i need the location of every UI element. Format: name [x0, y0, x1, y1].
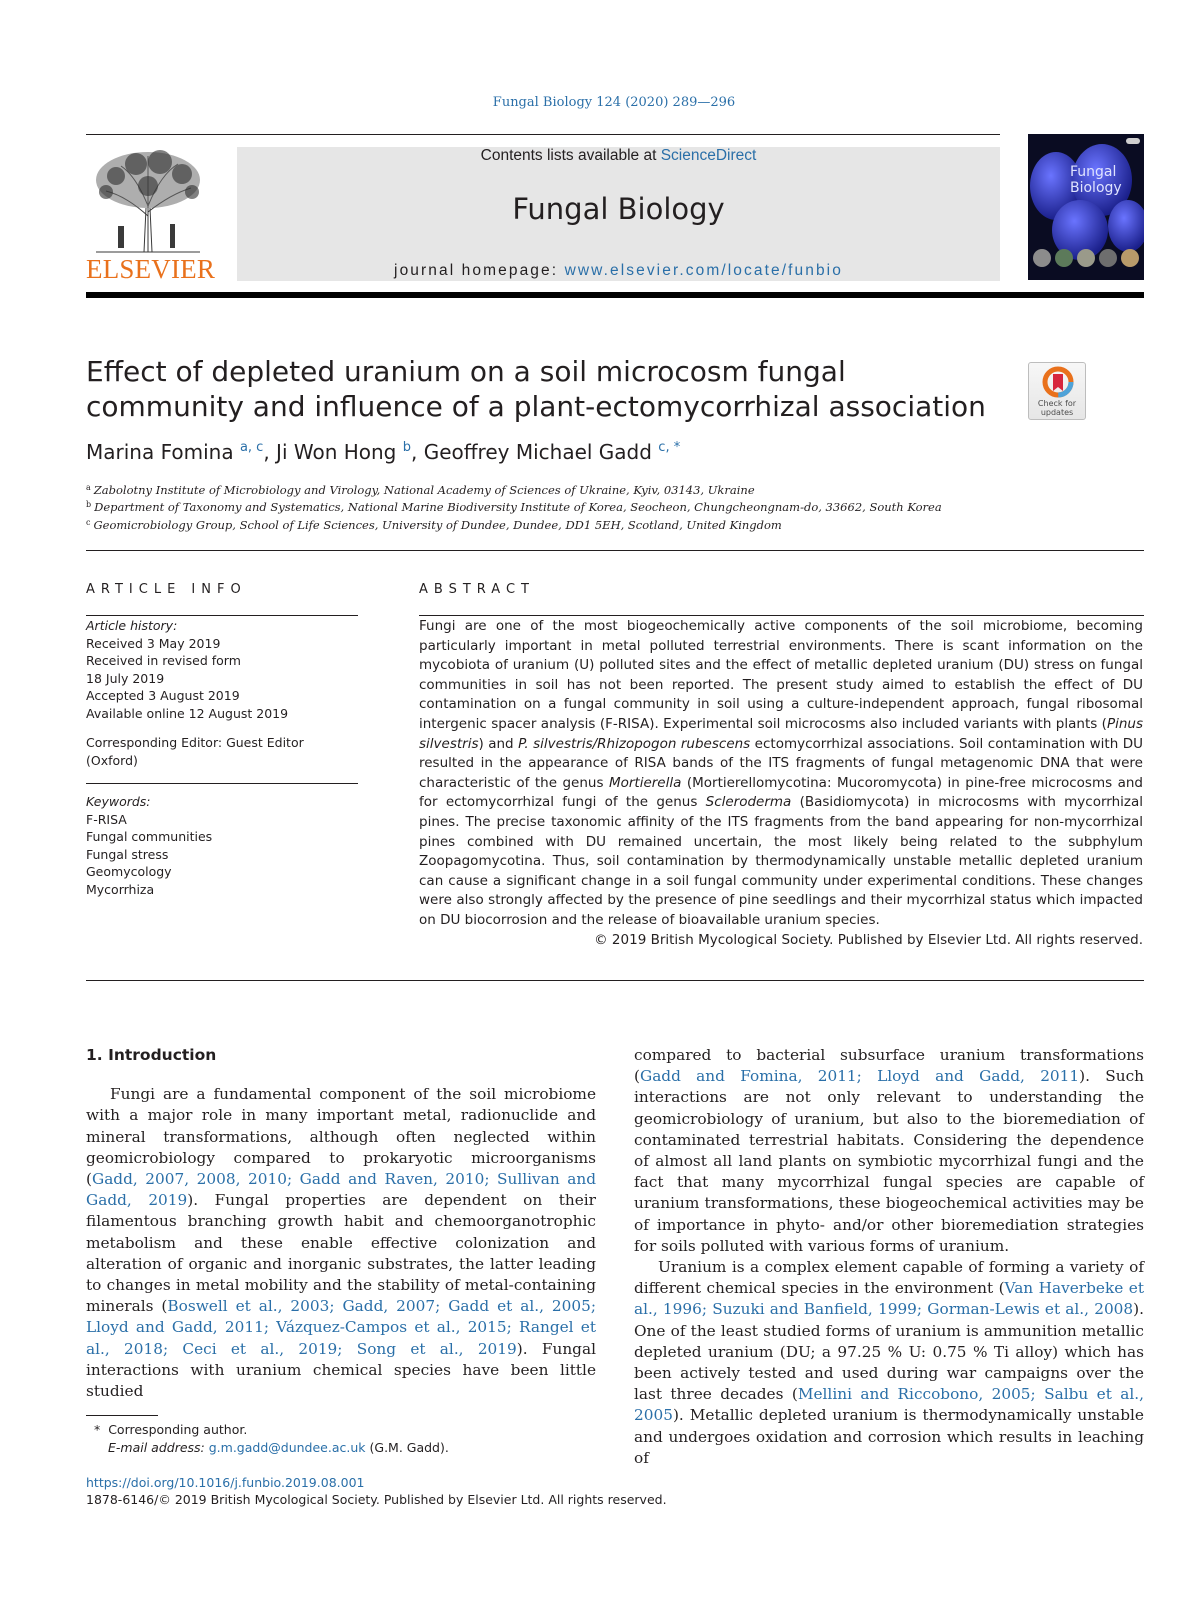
affiliation-text: Zabolotny Institute of Microbiology and Virology, National Academy of Sciences of Ukraine, Kyiv, 03143, Ukraine: [93, 483, 755, 497]
footnote-rule: [86, 1415, 158, 1416]
corresponding-author-footnote: [94, 1421, 449, 1456]
abstract-rule: [419, 615, 1144, 616]
elsevier-tree-icon: [86, 146, 210, 256]
abstract-heading: ABSTRACT: [419, 582, 535, 597]
abstract-copyright: © 2019 British Mycological Society. Published by Elsevier Ltd. All rights reserved.: [594, 931, 1143, 948]
body-paragraph: [86, 1084, 596, 1402]
keyword[interactable]: Fungal stress: [86, 846, 169, 862]
cover-title: Fungal Biology: [1070, 164, 1122, 196]
footnote-text: Corresponding author.: [108, 1422, 248, 1437]
author-name[interactable]: Geoffrey Michael Gadd: [423, 440, 652, 464]
body-paragraph: [634, 1257, 1144, 1469]
author-affiliation-mark[interactable]: a, c: [239, 440, 264, 455]
affiliation-a: [86, 483, 755, 497]
author-separator: ,: [263, 440, 277, 464]
history-item: Available online 12 August 2019: [86, 705, 289, 721]
body-right-column: [634, 1045, 1144, 1469]
abstract-text-run: (Basidiomycota) in microcosms with mycorrhizal pines. The precise taxonomic affinity of the ITS fragments from the band appearing for non-mycorrhizal pines combined with DU remained uncertain, the most likely being related to the subphylum Zoopagomycotina. Thus, soil contamination by thermodynamically unstable metallic depleted uranium can cause a significant change in a soil fungal community under experimental conditions. These changes were also strongly affected by the presence of pine seedlings and their mycorrhizal status which impacted on DU biocorrosion and the release of bioavailable uranium species.: [419, 794, 1143, 928]
citation-link[interactable]: Boswell et al., 2003; Gadd, 2007; Gadd et al., 2005; Lloyd and Gadd, 2011; Vázquez-Campos et al., 2015; Rangel et al., 2018; Ceci et al., 2019; Song et al., 2019: [86, 1297, 597, 1358]
abstract-text-run: (Mortierellomycotina: Mucoromycota) in pine-free microcosms and for ectomycorrhizal fungi of the genus: [419, 774, 1143, 811]
abstract-text-run: ) and: [478, 735, 519, 752]
elsevier-logo: [86, 146, 216, 284]
abstract-genus-name: Scleroderma: [705, 794, 792, 811]
homepage-link[interactable]: www.elsevier.com/locate/funbio: [564, 262, 843, 279]
article-title: Effect of depleted uranium on a soil microcosm fungal community and influence of a plant-ectomycorrhizal association: [86, 355, 986, 423]
journal-masthead: [237, 147, 1000, 281]
doi-link[interactable]: https://doi.org/10.1016/j.funbio.2019.08.001: [86, 1475, 365, 1490]
sciencedirect-link[interactable]: ScienceDirect: [660, 147, 757, 164]
contents-prefix: Contents lists available at: [480, 147, 661, 164]
body-text-run: ). Metallic depleted uranium is thermodynamically unstable and undergoes oxidation and corrosion which results in leaching of: [634, 1406, 1144, 1467]
body-text-run: ). Such interactions are not only relevant to understanding the geomicrobiology of uranium, but also to the bioremediation of contaminated terrestrial habitats. Considering the dependence of almost all land plants on symbiotic mycorrhizal fungi and the fact that many mycorrhizal fungal species are capable of uranium transformations, these biogeochemical activities may be of importance in phyto- and/or other bioremediation strategies for soils polluted with various forms of uranium.: [634, 1067, 1144, 1255]
history-item: Accepted 3 August 2019: [86, 688, 240, 703]
history-label: Article history:: [86, 618, 178, 633]
article-info-box: [86, 617, 358, 898]
affiliation-mark: c: [86, 518, 91, 527]
header-rule: [86, 134, 1000, 135]
cover-spores-icon: [1028, 134, 1144, 280]
author-affiliation-mark[interactable]: c, *: [658, 440, 681, 455]
article-info-rule: [86, 615, 358, 616]
journal-homepage-line: [237, 262, 1000, 280]
author-name[interactable]: Ji Won Hong: [276, 440, 397, 464]
homepage-prefix: journal homepage:: [394, 262, 565, 279]
section-heading-introduction: 1. Introduction: [86, 1046, 217, 1064]
body-left-column: [86, 1045, 596, 1402]
history-item: 18 July 2019: [86, 670, 165, 686]
crossmark-label: Check for updates: [1037, 399, 1077, 417]
email-label: E-mail address:: [108, 1439, 205, 1455]
affiliation-c: [86, 518, 782, 532]
issn-copyright-line: 1878-6146/© 2019 British Mycological Society. Published by Elsevier Ltd. All rights reserved.: [86, 1492, 667, 1507]
corresponding-editor: Corresponding Editor: Guest Editor (Oxford): [86, 735, 304, 768]
body-text-run: ). Fungal interactions with uranium chemical species have been little studied: [86, 1339, 596, 1401]
keywords-rule: [86, 783, 358, 784]
body-paragraph: [634, 1045, 1144, 1257]
author-name[interactable]: Marina Fomina: [86, 440, 234, 464]
body-text-run: compared to bacterial subsurface uranium transformations (: [634, 1046, 1144, 1086]
journal-cover[interactable]: [1028, 134, 1144, 280]
body-text-run: Uranium is a complex element capable of forming a variety of different chemical species in the environment (: [634, 1258, 1144, 1298]
keywords-label: Keywords:: [86, 794, 151, 809]
citation-link[interactable]: Gadd, 2007, 2008, 2010; Gadd and Raven, 2010; Sullivan and Gadd, 2019: [86, 1170, 596, 1210]
keyword[interactable]: Mycorrhiza: [86, 881, 155, 897]
history-item: Received 3 May 2019: [86, 635, 221, 651]
abstract-paragraph: [419, 617, 1143, 931]
crossmark-icon: [1029, 363, 1087, 403]
affiliation-rule: [86, 550, 1144, 551]
footnote-mark: *: [94, 1422, 101, 1437]
elsevier-wordmark: ELSEVIER: [86, 254, 216, 284]
affiliation-mark: a: [86, 483, 91, 492]
abstract-species-name: Pinus silvestris: [419, 715, 1143, 752]
abstract-text-run: Fungi are one of the most biogeochemically active components of the soil microbiome, becoming particularly important in metal polluted terrestrial environments. There is scant information on the mycobiota of uranium (U) polluted sites and the effect of metallic depleted uranium (DU) stress on fungal communities in soil has not been reported. The present study aimed to establish the effect of DU contamination on a fungal community in soil using a culture-independent approach, fungal ribosomal intergenic spacer analysis (F-RISA). Experimental soil microcosms also included variants with plants (: [419, 618, 1143, 732]
check-for-updates-button[interactable]: [1028, 362, 1086, 420]
abstract-species-name: P. silvestris/Rhizopogon rubescens: [518, 735, 751, 752]
author-separator: ,: [411, 440, 424, 464]
affiliation-text: Department of Taxonomy and Systematics, National Marine Biodiversity Institute of Korea, Seocheon, Chungcheongnam-do, 33662, South Korea: [94, 500, 942, 514]
affiliation-mark: b: [86, 500, 92, 509]
abstract-genus-name: Mortierella: [608, 774, 682, 791]
affiliation-text: Geomicrobiology Group, School of Life Sciences, University of Dundee, Dundee, DD1 5EH, Scotland, United Kingdom: [93, 518, 782, 532]
journal-citation[interactable]: Fungal Biology 124 (2020) 289—296: [492, 95, 736, 110]
article-info-heading: ARTICLE INFO: [86, 582, 247, 597]
body-text-run: ). Fungal properties are dependent on their filamentous branching growth habit and chemoorganotrophic metabolism and these enable effective colonization and alteration of organic and inorganic substrates, the latter leading to changes in metal mobility and the stability of metal-containing minerals (: [86, 1191, 596, 1316]
abstract-end-rule: [86, 980, 1144, 981]
author-list: [86, 440, 680, 464]
keyword[interactable]: F-RISA: [86, 811, 127, 827]
history-item: Received in revised form: [86, 653, 241, 668]
header-thick-rule: [86, 292, 1144, 298]
citation-link[interactable]: Gadd and Fomina, 2011; Lloyd and Gadd, 2011: [639, 1067, 1080, 1086]
author-affiliation-mark[interactable]: b: [402, 440, 412, 455]
citation-link[interactable]: Van Haverbeke et al., 1996; Suzuki and Banfield, 1999; Gorman-Lewis et al., 2008: [634, 1279, 1144, 1319]
keyword[interactable]: Geomycology: [86, 864, 172, 879]
journal-name: Fungal Biology: [512, 192, 725, 226]
email-owner: (G.M. Gadd).: [369, 1439, 449, 1455]
abstract-text-run: ectomycorrhizal associations. Soil contamination with DU resulted in the appearance of RISA bands of the ITS fragments of fungal metagenomic DNA that were characteristic of the genus: [419, 735, 1144, 791]
contents-line: [237, 147, 1000, 165]
abstract-body: [419, 617, 1143, 950]
keyword[interactable]: Fungal communities: [86, 829, 213, 844]
body-text-run: ). One of the least studied forms of uranium is ammunition metallic depleted uranium (DU; a 97.25 % U: 0.75 % Ti alloy) which has been actively tested and used during war campaigns over the last three decades (: [634, 1300, 1144, 1404]
author-email-link[interactable]: g.m.gadd@dundee.ac.uk: [208, 1439, 366, 1455]
body-text-run: Fungi are a fundamental component of the soil microbiome with a major role in many important metal, radionuclide and mineral transformations, although often neglected within geomicrobiology compared to prokaryotic microorganisms (: [86, 1085, 596, 1189]
citation-link[interactable]: Mellini and Riccobono, 2005; Salbu et al., 2005: [634, 1385, 1144, 1425]
affiliation-b: [86, 500, 942, 514]
